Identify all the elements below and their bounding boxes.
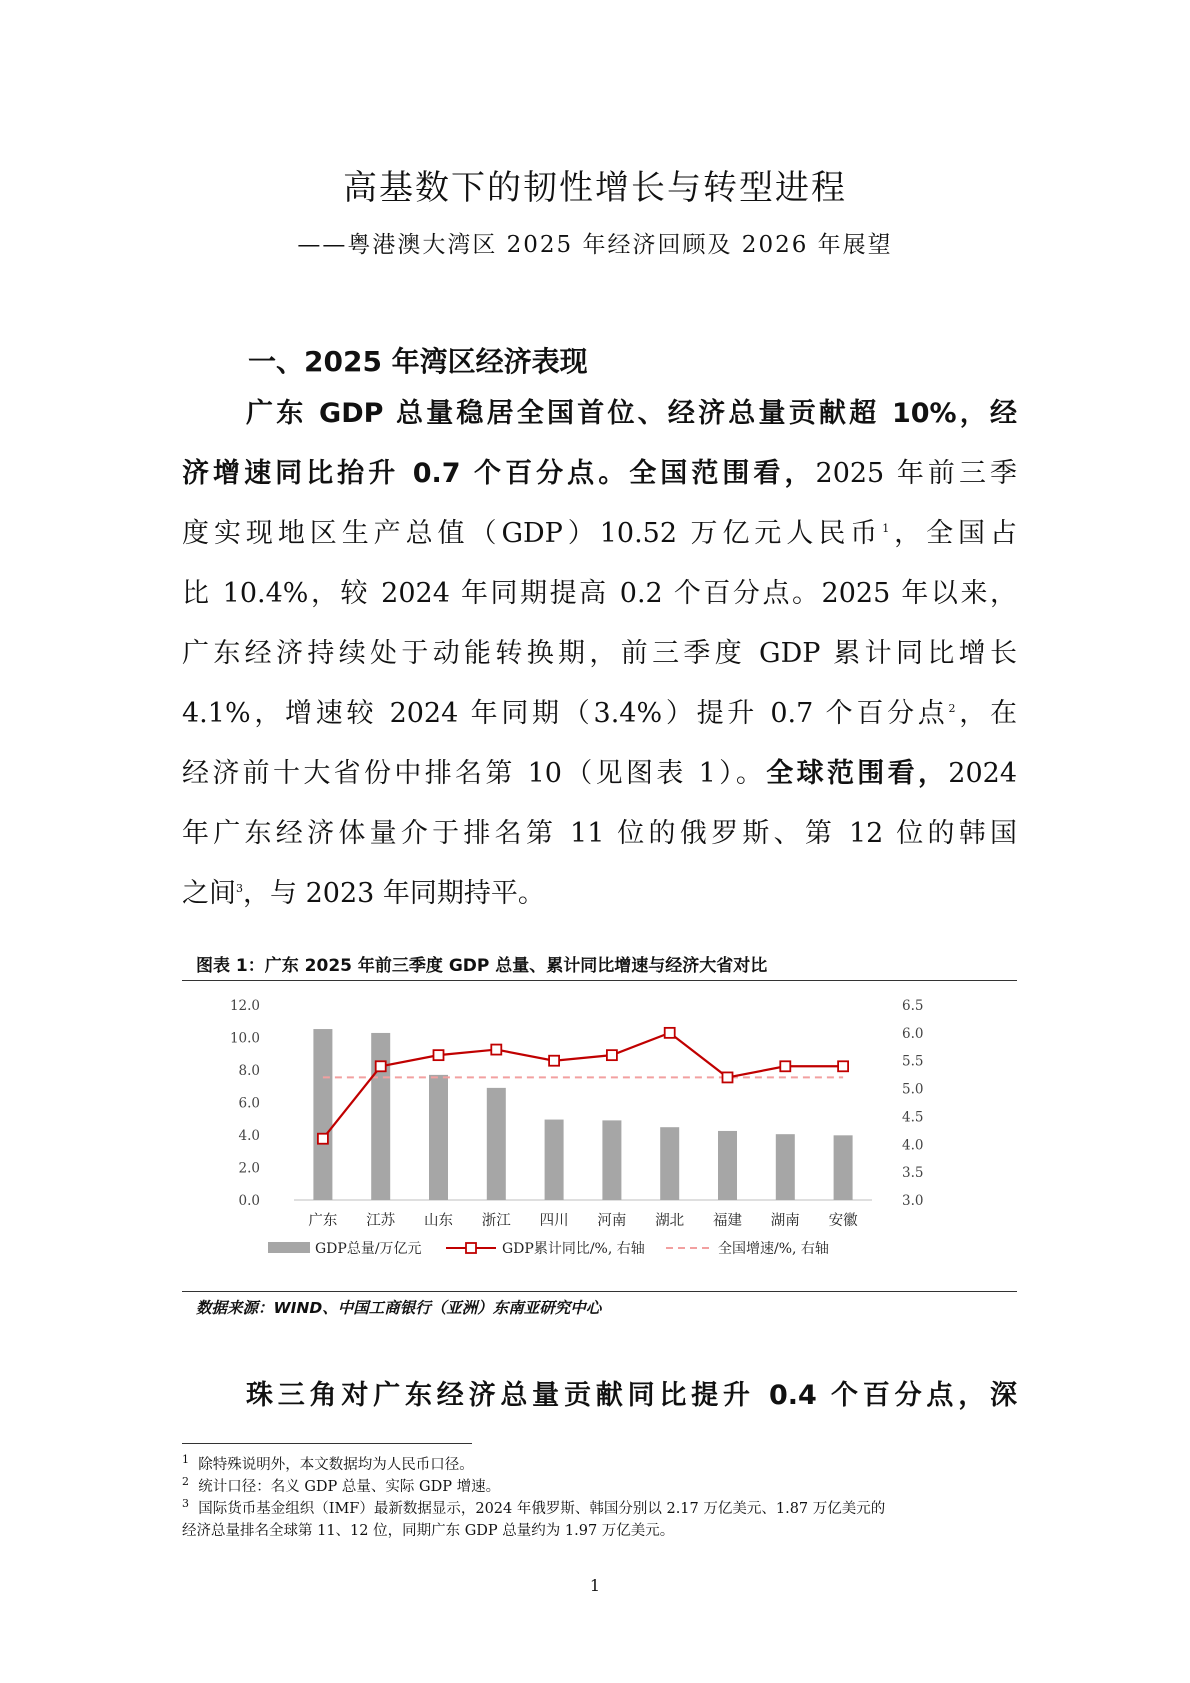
growth-marker-河南 [607, 1050, 617, 1060]
y-right-tick-label: 6.5 [902, 998, 924, 1014]
bar-河南 [602, 1120, 621, 1200]
growth-marker-湖北 [665, 1028, 675, 1038]
footnote-1: $^1$ 除特殊说明外，本文数据均为人民币口径。 [182, 1453, 474, 1473]
y-left-tick-label: 10.0 [229, 1030, 260, 1047]
bar-江苏 [371, 1033, 390, 1200]
y-right-tick-label: 6.0 [902, 1025, 924, 1042]
growth-marker-四川 [549, 1056, 559, 1066]
footnote-2: $^2$ 统计口径：名义 GDP 总量、实际 GDP 增速。 [182, 1475, 501, 1495]
growth-marker-江苏 [376, 1061, 386, 1071]
page-number: 1 [589, 1576, 601, 1595]
gdp-chart [182, 985, 1017, 1290]
x-tick-label: 河南 [597, 1213, 627, 1229]
x-tick-label: 山东 [424, 1213, 453, 1229]
y-left-tick-label: 4.0 [238, 1128, 260, 1144]
bar-广东 [313, 1029, 332, 1200]
gdp-growth-line [323, 1033, 843, 1139]
bar-湖南 [776, 1134, 795, 1200]
y-right-tick-label: 5.0 [902, 1081, 924, 1098]
y-right-tick-label: 3.5 [902, 1165, 924, 1182]
x-tick-label: 安徽 [828, 1213, 858, 1229]
footnote-3: $^3$ 国际货币基金组织（IMF）最新数据显示，2024 年俄罗斯、韩国分别以 2.17 万亿美元、1.87 万亿美元的 [182, 1497, 886, 1517]
footnote-3-continued: 经济总量排名全球第 11、12 位，同期广东 GDP 总量约为 1.97 万亿美元。 [182, 1523, 675, 1539]
legend-label-growth: GDP累计同比/%, 右轴 [502, 1241, 645, 1257]
legend-label-national: 全国增速/%, 右轴 [718, 1241, 829, 1257]
x-tick-label: 湖北 [655, 1213, 685, 1229]
y-left-tick-label: 2.0 [238, 1160, 260, 1177]
y-left-tick-label: 0.0 [238, 1193, 260, 1209]
section-heading: 一、2025 年湾区经济表现 [248, 345, 588, 378]
y-right-tick-label: 5.5 [902, 1053, 924, 1070]
y-right-tick-label: 4.0 [902, 1137, 924, 1154]
x-tick-label: 福建 [713, 1213, 742, 1229]
footnote-rule [182, 1443, 472, 1444]
figure-bottom-rule [182, 1291, 1017, 1292]
figure-title: 图表 1：广东 2025 年前三季度 GDP 总量、累计同比增速与经济大省对比 [196, 956, 768, 976]
bar-福建 [718, 1131, 737, 1200]
y-left-tick-label: 12.0 [229, 998, 260, 1014]
legend-swatch-gdp [268, 1242, 310, 1253]
footnote-ref: 1 [882, 522, 890, 535]
y-left-tick-label: 8.0 [238, 1063, 260, 1079]
footnote-ref: 3 [236, 882, 243, 895]
bar-四川 [545, 1120, 564, 1200]
bar-安徽 [834, 1135, 853, 1200]
document-subtitle: ——粤港澳大湾区 2025 年经济回顾及 2026 年展望 [297, 232, 893, 258]
document-title: 高基数下的韧性增长与转型进程 [343, 168, 847, 208]
x-tick-label: 江苏 [366, 1213, 396, 1229]
growth-marker-福建 [723, 1072, 733, 1082]
growth-marker-广东 [318, 1134, 328, 1144]
footnote-ref: 2 [948, 702, 956, 715]
x-tick-label: 湖南 [770, 1213, 800, 1229]
growth-marker-安徽 [838, 1061, 848, 1071]
x-tick-label: 浙江 [481, 1213, 511, 1229]
figure-source: 数据来源：WIND、中国工商银行（亚洲）东南亚研究中心 [196, 1299, 602, 1317]
growth-marker-山东 [434, 1050, 444, 1060]
lead-sentence: 广东 GDP 总量稳居全国首位、经济总量贡献超 10%，经 [246, 398, 1017, 429]
y-left-tick-label: 6.0 [238, 1095, 260, 1112]
legend-swatch-growth-marker [466, 1243, 476, 1253]
bar-湖北 [660, 1127, 679, 1200]
bar-山东 [429, 1075, 448, 1200]
growth-marker-湖南 [780, 1061, 790, 1071]
y-right-tick-label: 4.5 [902, 1109, 924, 1126]
y-right-tick-label: 3.0 [902, 1193, 924, 1209]
x-tick-label: 四川 [539, 1213, 569, 1229]
x-tick-label: 广东 [308, 1213, 338, 1229]
growth-marker-浙江 [491, 1045, 501, 1055]
legend-label-gdp: GDP总量/万亿元 [315, 1241, 422, 1257]
bar-浙江 [487, 1088, 506, 1200]
figure-top-rule [182, 980, 1017, 981]
